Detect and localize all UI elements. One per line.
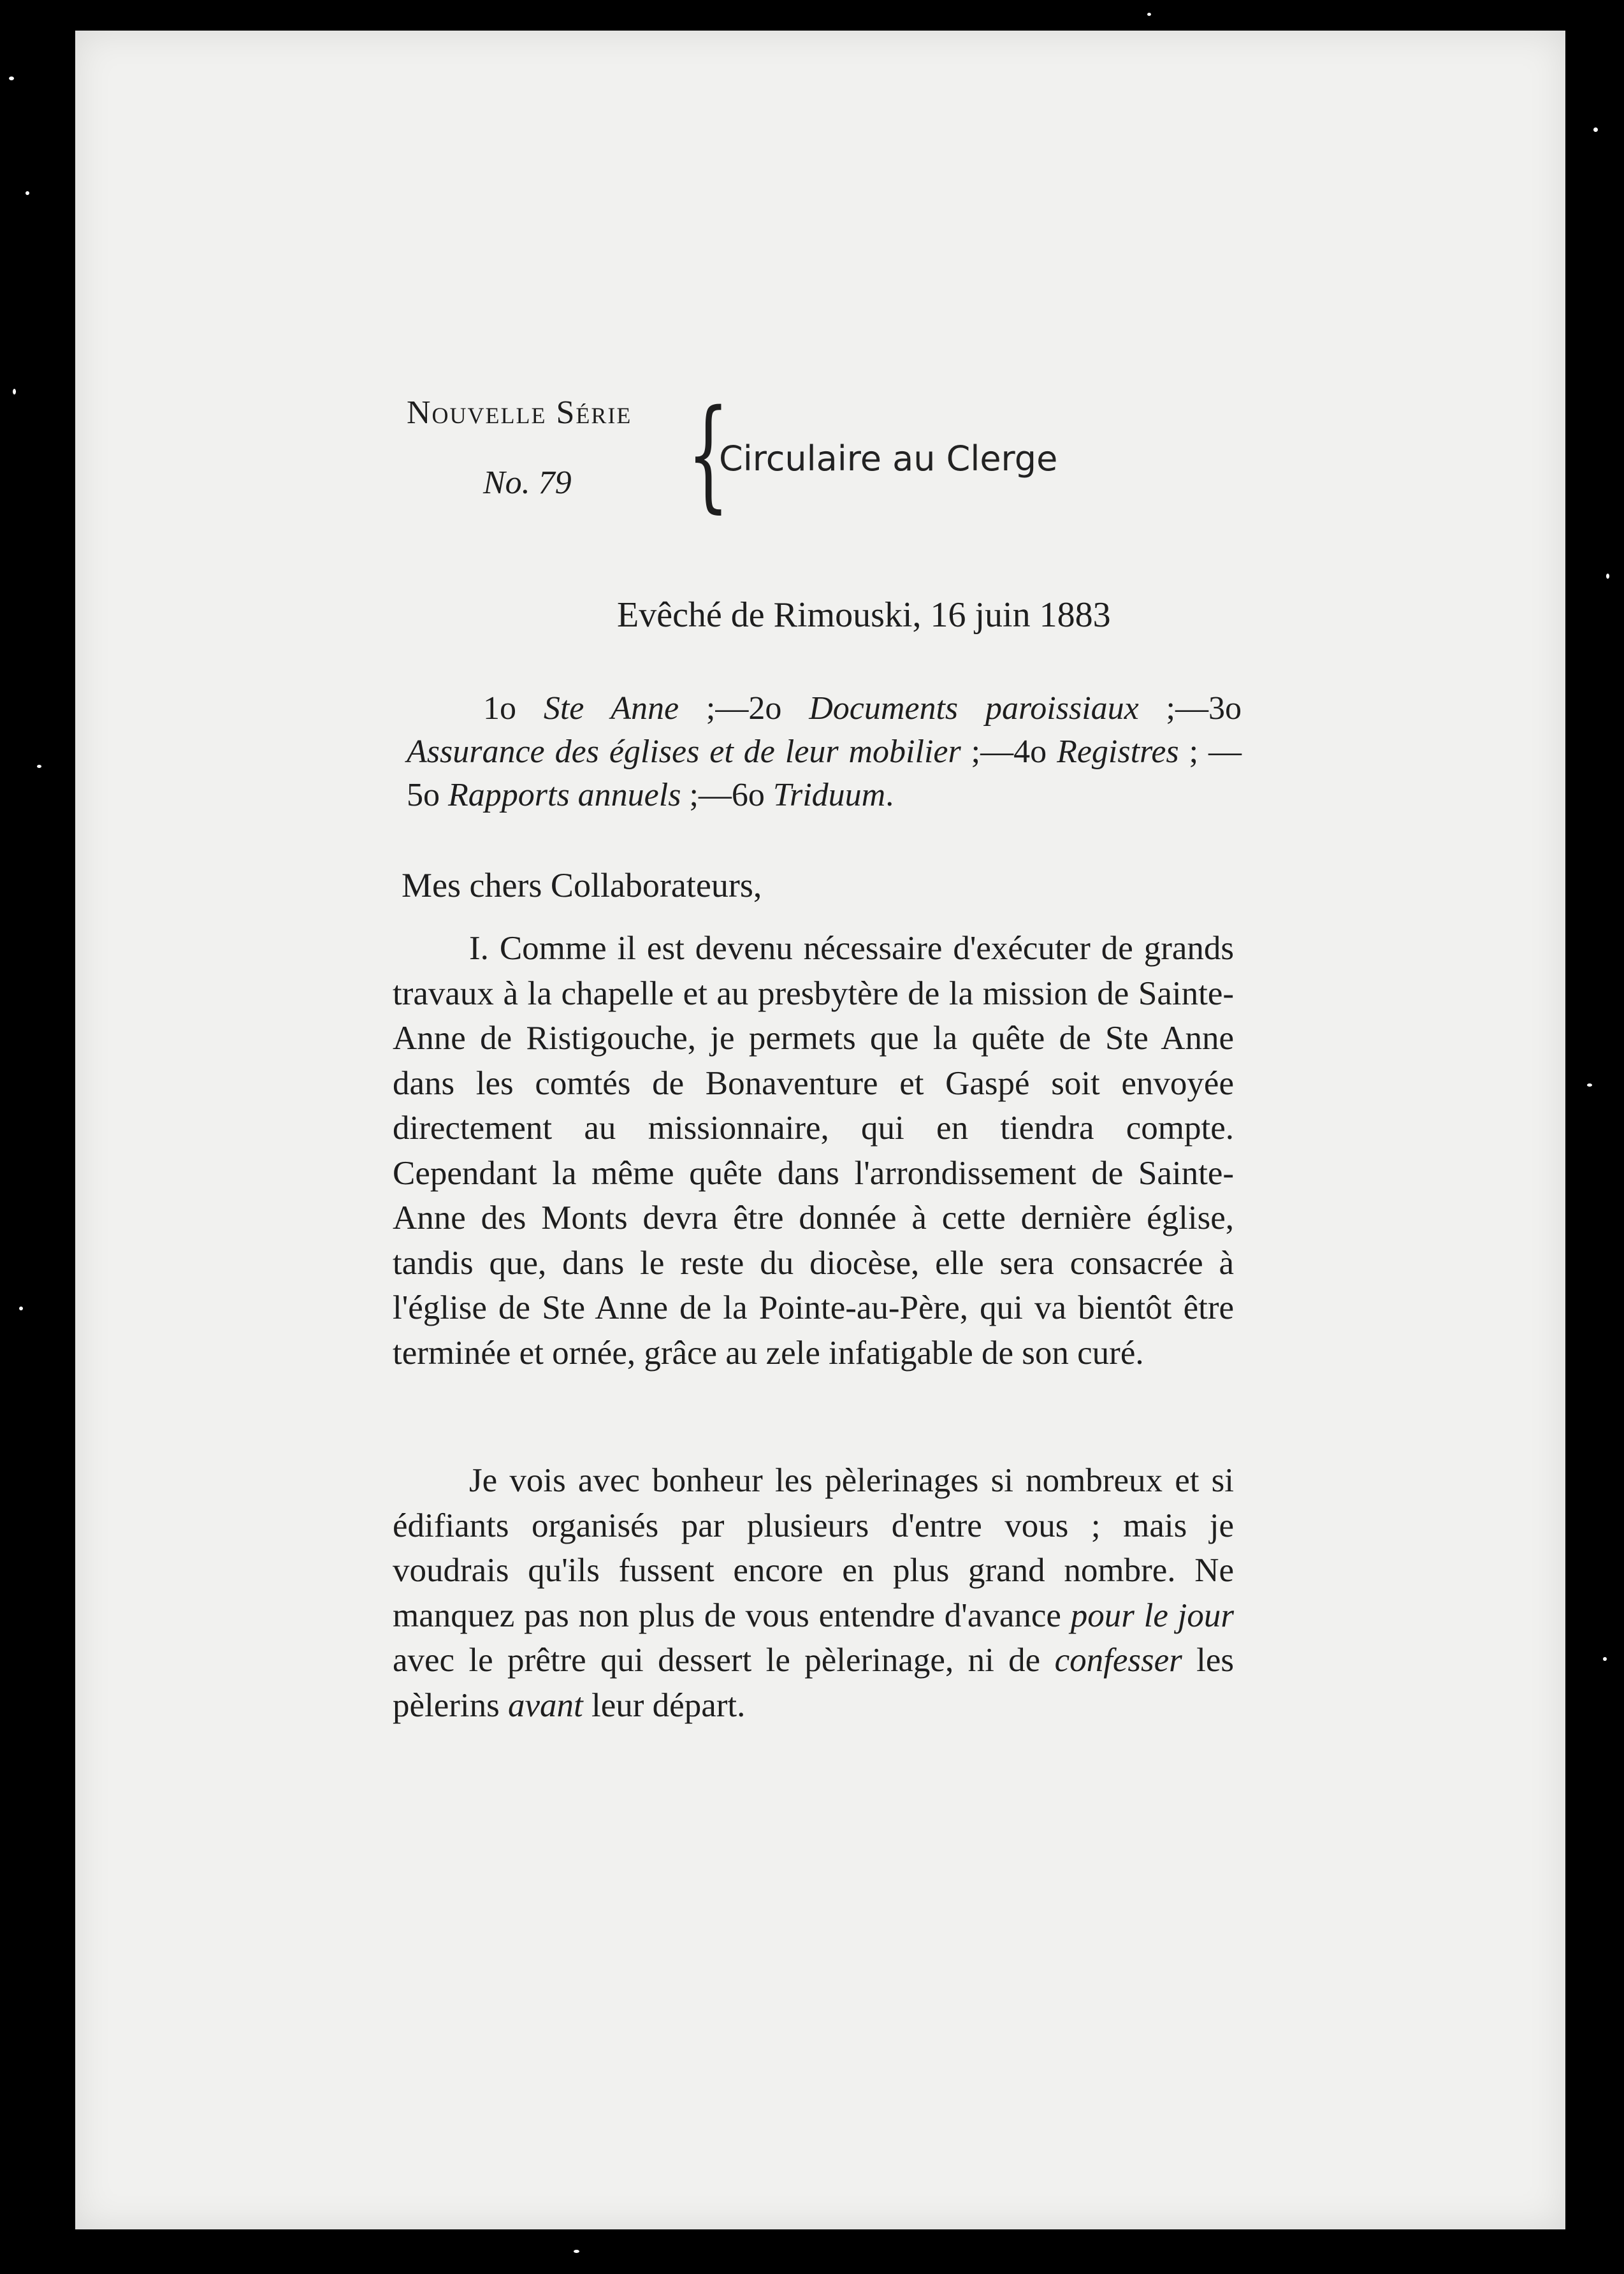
paragraph-2-text: avec le prêtre qui dessert le pèlerinage, ni de <box>393 1642 1055 1679</box>
summary-end: . <box>885 777 894 813</box>
summary-item-2: Documents paroissiaux <box>809 690 1139 727</box>
paragraph-2 <box>393 1458 1234 1728</box>
dust-speck <box>1593 127 1598 132</box>
summary-item-4: Registres <box>1057 734 1179 770</box>
paragraph-1: I. Comme il est devenu nécessaire d'exécuter de grands travaux à la chapelle et au presbytère de la mission de Sainte-Anne de Ristigouche, je permets que la quête de Ste Anne dans les comtés de Bonaventure et Gaspé soit envoyée directement au missionnaire, qui en tiendra compte. Cependant la même quête dans l'arrondissement de Sainte-Anne des Monts devra être donnée à cette dernière église, tandis que, dans le reste du diocèse, elle sera consacrée à l'église de Ste Anne de la Pointe-au-Père, qui va bientôt être terminée et ornée, grâce au zele infatigable de son curé. <box>393 930 1234 1372</box>
circular-title: Circulaire au Clerge <box>719 438 1058 479</box>
paragraph-2-text: leur départ. <box>583 1686 746 1724</box>
dust-speck <box>1603 1657 1607 1661</box>
paragraph-2-text: les pèlerins <box>393 1642 1235 1724</box>
summary-separator: ;—4o <box>961 734 1057 770</box>
dust-speck <box>13 389 16 395</box>
summary-item-6: Triduum <box>772 777 886 813</box>
paragraph-2-emphasis: confesser <box>1054 1642 1182 1679</box>
summary-item-1: Ste Anne <box>543 690 679 727</box>
summary-item-3: Assurance des églises et de leur mobilier <box>407 734 961 770</box>
dust-speck <box>1606 574 1609 579</box>
paragraph-2-emphasis: avant <box>508 1686 583 1724</box>
dust-speck <box>1587 1083 1592 1087</box>
brace-icon: { <box>687 384 730 525</box>
salutation: Mes chers Collaborateurs, <box>402 866 762 904</box>
summary-separator: ;—6o <box>681 777 773 813</box>
dust-speck <box>25 191 29 195</box>
document-page <box>75 31 1565 2229</box>
dust-speck <box>19 1307 23 1310</box>
paragraph-2-emphasis: pour le jour <box>1070 1597 1234 1634</box>
paragraph-2-text: Je vois avec bonheur les pèlerinages si nombreux et si édifiants organisés par plusieurs d'entre vous ; mais je voudrais qu'ils fussent encore en plus grand nombre. Ne manquez pas non plus de vous entendre d'avance <box>393 1462 1234 1634</box>
summary-separator: ;—3o <box>1138 690 1242 727</box>
dust-speck <box>9 76 14 80</box>
date-line: Evêché de Rimouski, 16 juin 1883 <box>617 595 1111 635</box>
summary-separator: ; —5o <box>407 734 1242 813</box>
dust-speck <box>37 765 41 768</box>
summary-lead: 1o <box>483 690 544 727</box>
summary-item-5: Rapports annuels <box>448 777 681 813</box>
summary-separator: ;—2o <box>679 690 809 727</box>
series-label: Nouvelle Série <box>407 395 632 431</box>
circular-number: No. 79 <box>483 465 572 501</box>
dust-speck <box>1147 13 1151 16</box>
summary-of-contents <box>407 687 1242 817</box>
dust-speck <box>574 2250 579 2253</box>
